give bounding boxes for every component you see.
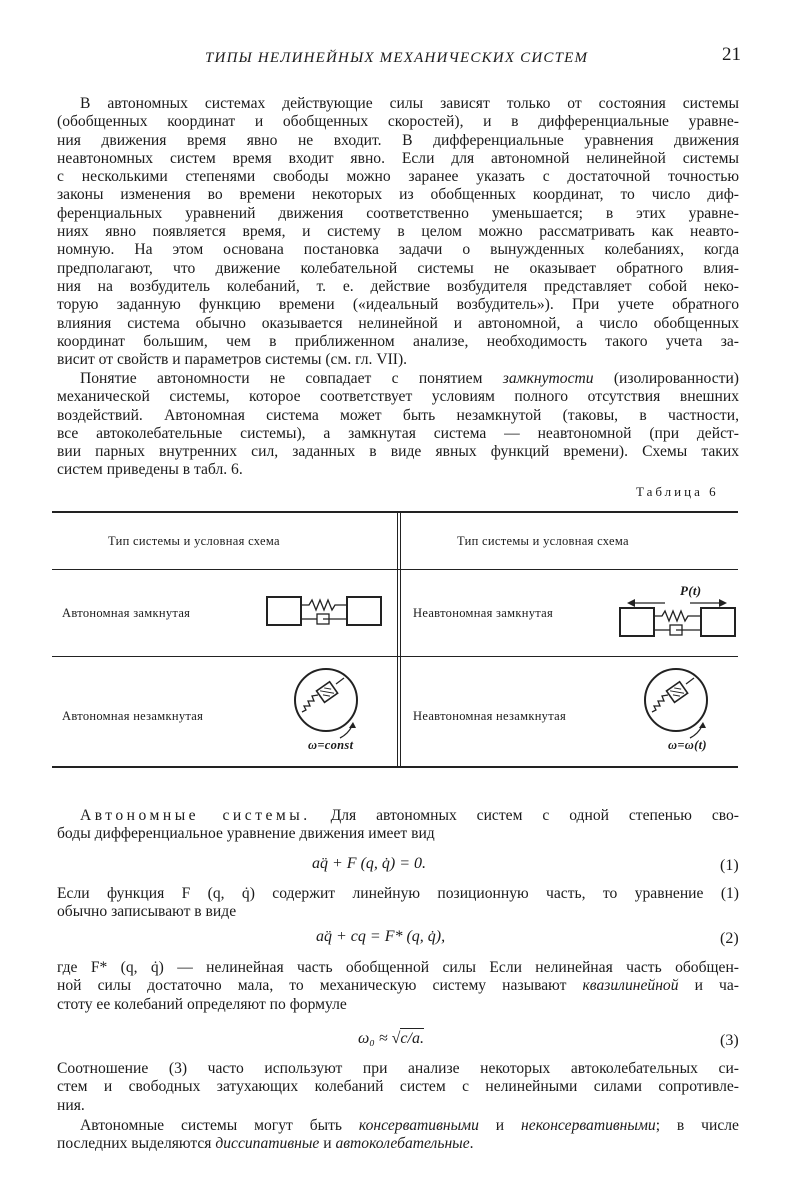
text-run: ; в числе [655, 1117, 739, 1134]
text-line: систем приведены в табл. 6. [57, 461, 243, 479]
text-line: с несколькими степенями свободы можно заранее указать с достаточной точностью [57, 168, 739, 186]
table-column-divider [397, 512, 401, 767]
text-line: все автоколебательные системы), а замкнутая система — неавтономной (при дейст- [57, 424, 739, 442]
cell-autonomous-open: Автономная незамкнутая [62, 709, 204, 723]
text-run: ной силы достаточно мала, то механическую систему называют [57, 977, 583, 995]
paragraph-quasilinear [57, 959, 739, 1014]
omega-const-label: ω=const [308, 738, 354, 752]
equation-3-radicand: c/a. [400, 1030, 424, 1047]
table-top-rule [52, 511, 738, 513]
text-line: воздействий. Автономная система может быть незамкнутой (таковы, в частности, [57, 406, 739, 424]
running-title: ТИПЫ НЕЛИНЕЙНЫХ МЕХАНИЧЕСКИХ СИСТЕМ [205, 50, 589, 66]
text-line [57, 807, 739, 825]
text-line: законы изменения во времени некоторых из обобщенных координат, то число диф- [57, 186, 739, 204]
schema-two-masses-spring-damper [265, 592, 385, 632]
text-run: . [469, 1135, 474, 1153]
equation-3-number: (3) [720, 1032, 739, 1049]
text-line: висит от свойств и параметров системы (см. гл. VII). [57, 351, 408, 369]
text-line: В автономных системах действующие силы зависят только от состояния системы [80, 95, 739, 112]
text-run: Понятие автономности не совпадает с понятием [80, 370, 503, 387]
text-line: механической системы, которое соответствует условиям полного отсутствия внешних [57, 388, 739, 406]
text-line: стем и свободных затухающих колебаний систем с нелинейными силами сопротивле- [57, 1078, 739, 1096]
cell-nonautonomous-open: Неавтономная незамкнутая [413, 709, 567, 723]
text-line: ния на возбудитель колебаний, т. е. действие возбудителя представляет собой неко- [57, 277, 739, 295]
cell-autonomous-closed: Автономная замкнутая [62, 606, 191, 620]
table-header-left: Тип системы и условная схема [108, 534, 280, 548]
table-header-right: Тип системы и условная схема [457, 534, 629, 548]
paragraph-autonomous-definition [57, 95, 739, 369]
term-quasilinear: квазилинейной [582, 977, 679, 995]
text-line: боды дифференциальное уравнение движения имеет вид [57, 825, 435, 843]
text-line [57, 1117, 739, 1135]
text-run: последних выделяются [57, 1135, 216, 1153]
text-line: Если функция F (q, q̇) содержит линейную позиционную часть, то уравнение (1) [57, 885, 739, 902]
term-closedness: замкнутости [502, 370, 594, 387]
text-line [57, 977, 739, 995]
schema-two-masses-with-force [615, 583, 740, 643]
text-line: координат большим, чем в приближенном анализе, необходимость такого учета за- [57, 332, 739, 350]
paragraph-autonomous-systems [57, 807, 739, 844]
omega-variable-label: ω=ω(t) [668, 738, 707, 752]
equation-1: aq̈ + F (q, q̇) = 0. [312, 855, 427, 872]
text-line: ференциальных уравнений движения соответственно уменьшается; в этих уравне- [57, 204, 739, 222]
table-row-rule [52, 656, 738, 657]
term-self-oscillating: автоколебательные [335, 1135, 470, 1153]
paragraph-linear-part [57, 885, 739, 922]
equation-2: aq̈ + cq = F* (q, q̇), [316, 928, 446, 945]
schema-rotating-ring-variable [640, 666, 715, 741]
text-line: влияния система обычно оказывается нелинейной и автономной, а число обобщенных [57, 314, 739, 332]
text-run: и ча- [678, 977, 739, 995]
text-line [57, 370, 739, 388]
table-bottom-rule [52, 766, 738, 768]
equation-3 [358, 1030, 424, 1048]
text-line: (обобщенных координат и обобщенных скоростей), и в дифференциальные уравне- [57, 113, 739, 131]
paragraph-classification [57, 1117, 739, 1154]
text-run: Автономные системы могут быть [80, 1117, 359, 1134]
text-line: ниях явно появляется время, и систему в целом можно рассматривать как неавто- [57, 223, 739, 241]
page-number: 21 [722, 44, 741, 65]
text-run: и [478, 1117, 522, 1134]
term-conservative: консервативными [358, 1117, 479, 1134]
text-line: ния движения время явно не входит. В дифференциальные уравнения движения [57, 131, 739, 149]
text-line: стоту ее колебаний определяют по формуле [57, 995, 347, 1013]
cell-nonautonomous-closed: Неавтономная замкнутая [413, 606, 554, 620]
table-header-rule [52, 569, 738, 570]
term-dissipative: диссипативные [215, 1135, 320, 1153]
text-line: вии парных внутренних сил, заданных в виде явных функций времени). Схемы таких [57, 443, 739, 461]
text-line: где F* (q, q̇) — нелинейная часть обобщенной силы Если нелинейная часть обобщен- [57, 959, 739, 976]
text-run: и [319, 1135, 336, 1153]
paragraph-usage [57, 1060, 739, 1115]
text-line: торую заданную функцию времени («идеальный возбудитель»). При учете обратного [57, 296, 739, 314]
text-line: неавтономных систем время входит явно. Если для автономной нелинейной системы [57, 149, 739, 167]
sqrt-sign-icon: √ [391, 1030, 401, 1047]
equation-2-number: (2) [720, 930, 739, 947]
equation-1-number: (1) [720, 857, 739, 874]
term-nonconservative: неконсервативными [521, 1117, 656, 1134]
text-line: номную. На этом основана постановка задачи о вынужденных колебаниях, когда [57, 241, 739, 259]
text-line: предполагают, что движение колебательной системы не оказывает обратного влия- [57, 259, 739, 277]
equation-3-lhs: ω₀ ≈ [358, 1030, 392, 1047]
force-label: P(t) [680, 583, 702, 598]
paragraph-closedness [57, 370, 739, 480]
text-line: Соотношение (3) часто используют при анализе некоторых автоколебательных си- [57, 1060, 739, 1077]
text-run: Для автономных систем с одной степенью сво- [310, 807, 739, 824]
text-line [57, 1135, 739, 1153]
text-line: обычно записывают в виде [57, 903, 237, 921]
schema-rotating-ring-const [290, 666, 365, 741]
text-run: (изолированности) [593, 370, 739, 387]
table-caption: Таблица 6 [636, 484, 719, 499]
text-line: ния. [57, 1096, 85, 1114]
section-heading: Автономные системы. [80, 807, 311, 824]
